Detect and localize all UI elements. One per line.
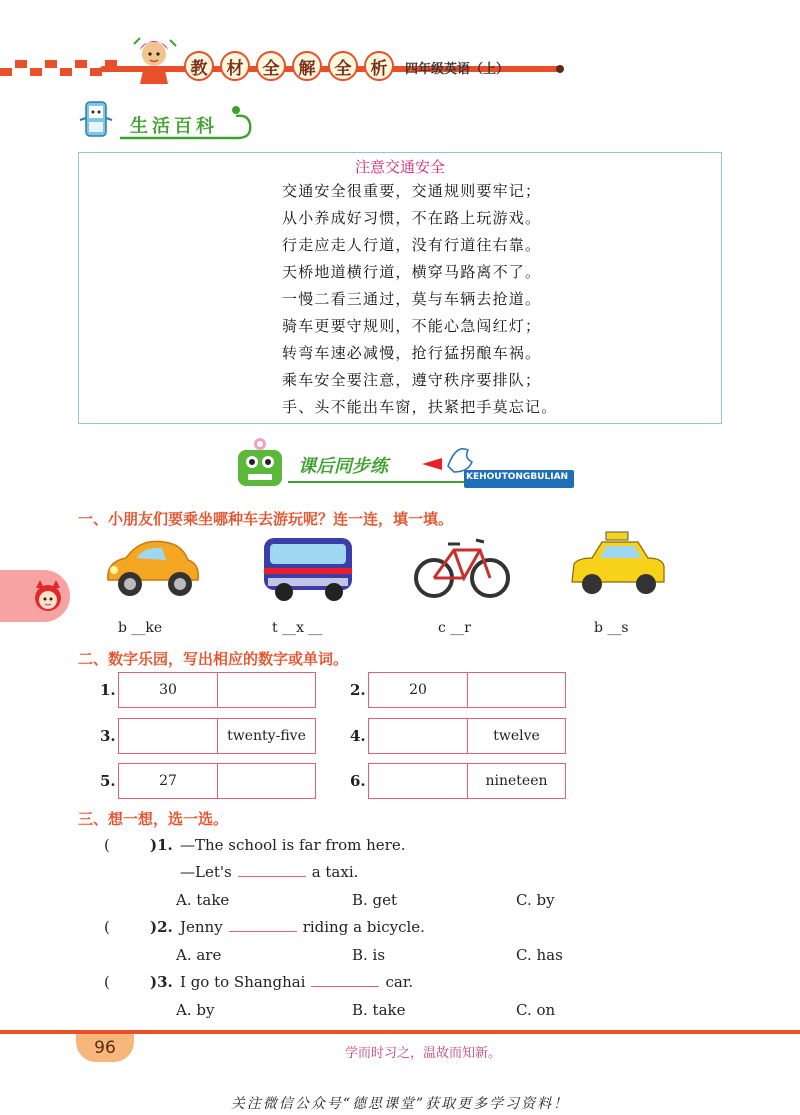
question-number: )1. [150,836,173,854]
header-grade: 四年级英语（上） [405,62,510,77]
practice-banner-title: 课后同步练 [298,456,388,477]
poem-line: 骑车更要守规则，不能心急闯红灯； [282,317,542,335]
answer-paren-open: ( [104,973,110,991]
poem-line: 天桥地道横行道，横穿马路离不了。 [282,263,542,281]
number-cell: 30 [159,682,177,698]
vehicle-label-bike: b __ke [118,620,163,636]
answer-cell[interactable] [467,673,565,707]
question-text-part: Jenny [180,918,223,936]
question-number: )2. [150,918,173,936]
number-box [368,763,566,799]
number-box [118,718,316,754]
answer-blank[interactable] [238,865,306,877]
number-cell: 27 [159,773,177,789]
pen-icon [528,62,566,76]
option-a[interactable]: A. are [176,946,222,964]
bus-icon [258,528,358,604]
number-row-label: 1. [100,681,116,699]
bicycle-icon [412,528,512,604]
poem-title: 注意交通安全 [354,158,445,176]
number-row-label: 5. [100,772,116,790]
poem-line: 一慢二看三通过，莫与车辆去抢道。 [282,290,542,308]
answer-blank[interactable] [229,920,297,932]
number-row-label: 4. [350,727,366,745]
option-b[interactable]: B. take [352,1001,406,1019]
question-text-part: —Let's [180,863,232,881]
poem-line: 转弯车速必减慢，抢行猛拐酿车祸。 [282,344,542,362]
question-text-part: I go to Shanghai [180,973,306,991]
answer-paren-open: ( [104,918,110,936]
word-cell: twenty-five [217,719,315,753]
section2-heading: 二、数字乐园，写出相应的数字或单词。 [78,650,349,668]
number-row-label: 2. [350,681,366,699]
header-title-char-5: 全 [328,51,358,81]
question-text-part: riding a bicycle. [302,918,425,936]
life-section-title: 生活百科 [130,116,218,137]
practice-banner-subtitle: KEHOUTONGBULIAN [466,472,569,482]
number-row-label: 6. [350,772,366,790]
number-box [118,672,316,708]
header-title-char-3: 全 [256,51,286,81]
poem-line: 从小养成好习惯，不在路上玩游戏。 [282,209,542,227]
option-c[interactable]: C. by [516,891,555,909]
header-title-char-1: 教 [184,51,214,81]
answer-blank[interactable] [311,975,379,987]
poem-line: 交通安全很重要，交通规则要牢记； [282,182,542,200]
header-title-char-6: 析 [364,51,394,81]
header-title-char-4: 解 [292,51,322,81]
section3-heading: 三、想一想，选一选。 [78,810,229,828]
word-cell: twelve [467,719,565,753]
answer-cell[interactable] [369,719,467,753]
number-cell: 20 [409,682,427,698]
option-c[interactable]: C. on [516,1001,556,1019]
question-text: —The school is far from here. [180,836,406,854]
header-title-char-2: 材 [220,51,250,81]
number-box [368,672,566,708]
answer-cell[interactable] [119,719,217,753]
vehicle-label-taxi: t __x __ [272,620,323,636]
option-a[interactable]: A. by [176,1001,215,1019]
fairy-girl-icon [130,36,178,86]
cartoon-mascot-icon [30,578,66,614]
vehicle-label-bus: b __s [594,620,629,636]
poem-line: 行走应走人行道，没有行道往右靠。 [282,236,542,254]
question-text [180,973,413,991]
footer-motto: 学而时习之，温故而知新。 [345,1046,502,1061]
number-box [118,763,316,799]
question-text-part: a taxi. [311,863,359,881]
poem-line: 乘车安全要注意，遵守秩序要排队； [282,371,542,389]
answer-cell[interactable] [217,764,315,798]
poem-line: 手、头不能出车窗，扶紧把手莫忘记。 [282,398,558,416]
option-a[interactable]: A. take [176,891,230,909]
question-text-part: car. [385,973,414,991]
question-number: )3. [150,973,173,991]
option-b[interactable]: B. get [352,891,398,909]
number-box [368,718,566,754]
car-icon [102,528,202,604]
option-b[interactable]: B. is [352,946,386,964]
taxi-icon [568,528,668,604]
question-text-line2 [180,863,358,881]
page-number: 96 [94,1038,116,1058]
mobile-phone-mascot-icon [78,100,114,140]
number-row-label: 3. [100,727,116,745]
question-text [180,918,425,936]
section1-heading: 一、小朋友们要乘坐哪种车去游玩呢？连一连，填一填。 [78,510,454,528]
bottom-note: 关注微信公众号“德思课堂”获取更多学习资料！ [230,1096,570,1112]
answer-cell[interactable] [217,673,315,707]
word-cell: nineteen [467,764,565,798]
option-c[interactable]: C. has [516,946,563,964]
vehicle-label-car: c __r [438,620,471,636]
answer-paren-open: ( [104,836,110,854]
answer-cell[interactable] [369,764,467,798]
